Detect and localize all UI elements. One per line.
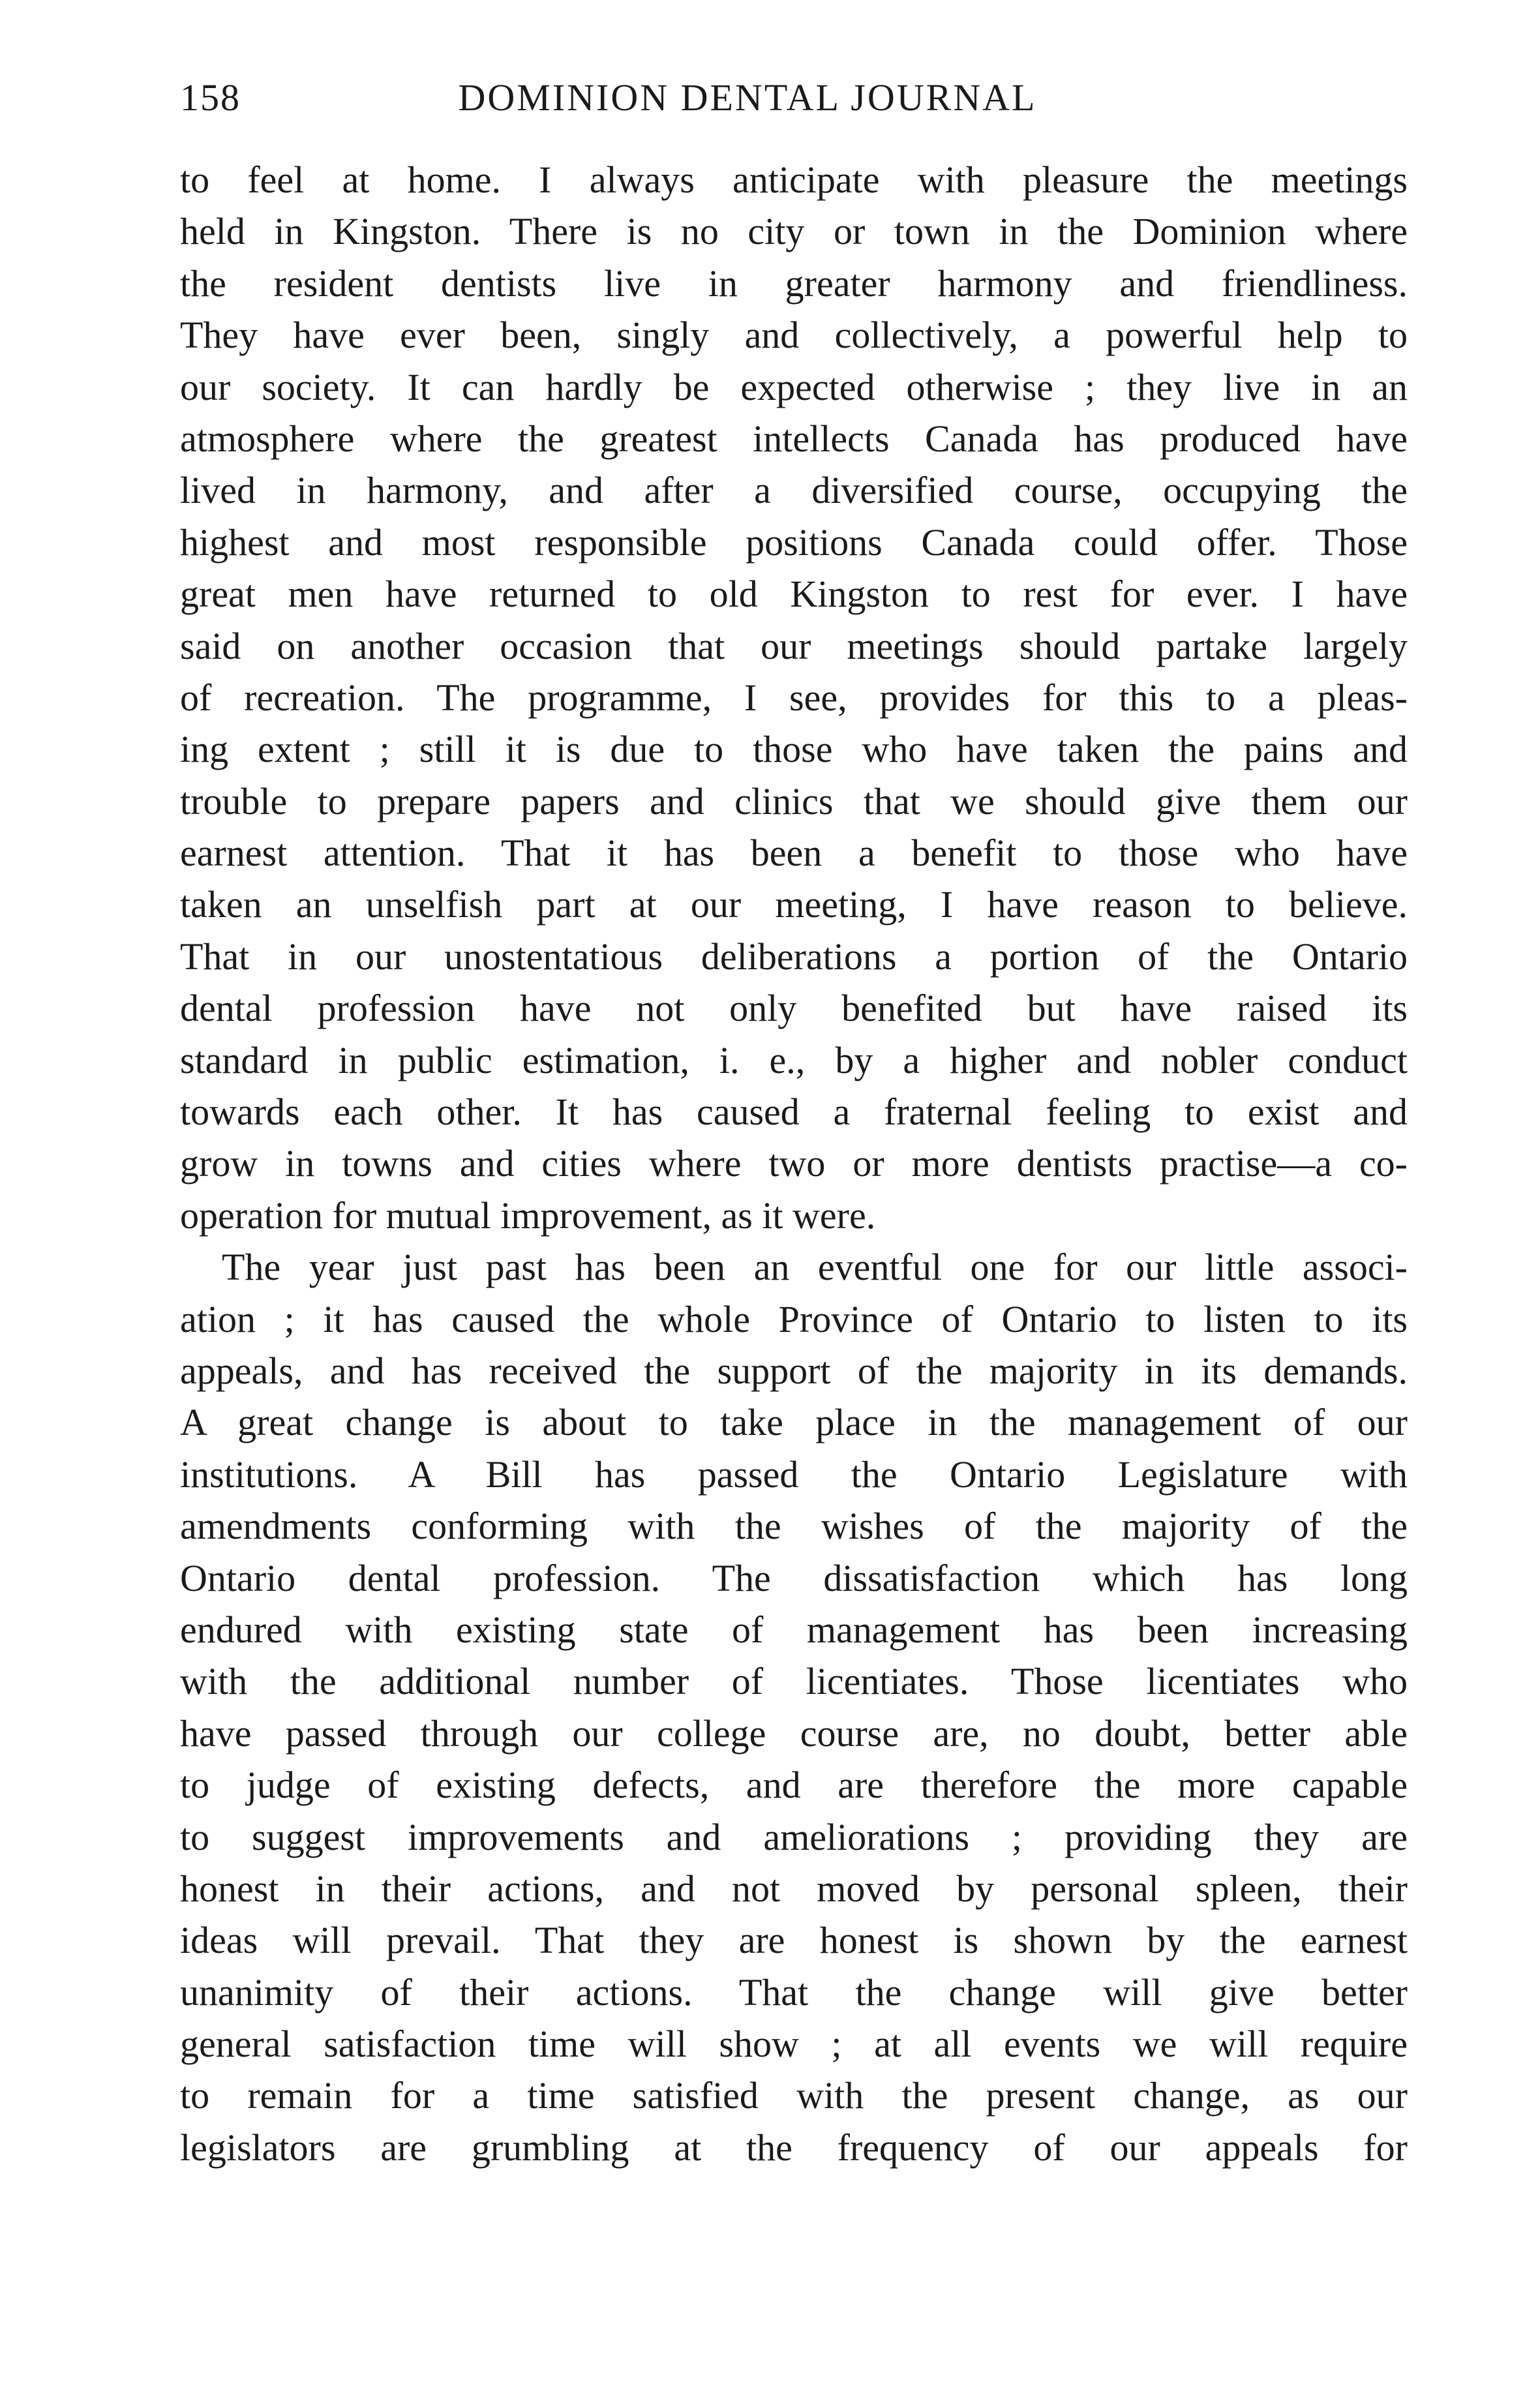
page-number: 158 xyxy=(180,76,241,119)
text-line: the resident dentists live in greater harmony and friendliness. xyxy=(180,262,1408,305)
text-line: Ontario dental profession. The dissatisfaction which has long xyxy=(180,1556,1408,1599)
text-line: to suggest improvements and ameliorations ; providing they are xyxy=(180,1815,1408,1858)
text-line: of recreation. The programme, I see, provides for this to a pleas- xyxy=(180,676,1408,719)
text-line: A great change is about to take place in the management of our xyxy=(180,1401,1408,1444)
text-line: have passed through our college course are, no doubt, better able xyxy=(180,1712,1408,1755)
text-line: standard in public estimation, i. e., by a higher and nobler conduct xyxy=(180,1038,1408,1081)
text-line: honest in their actions, and not moved by personal spleen, their xyxy=(180,1867,1408,1910)
text-line: dental profession have not only benefited but have raised its xyxy=(180,987,1408,1030)
text-line: taken an unselfish part at our meeting, I have reason to believe. xyxy=(180,883,1408,926)
text-line: legislators are grumbling at the frequency of our appeals for xyxy=(180,2126,1408,2169)
text-line: highest and most responsible positions Canada could offer. Those xyxy=(180,521,1408,564)
paragraph-2 xyxy=(180,1241,1408,2173)
text-line: general satisfaction time will show ; at all events we will require xyxy=(180,2023,1408,2066)
paragraph-1 xyxy=(180,154,1408,1241)
text-line: unanimity of their actions. That the change will give better xyxy=(180,1970,1408,2014)
text-line: held in Kingston. There is no city or town in the Dominion where xyxy=(180,210,1408,253)
text-line: ation ; it has caused the whole Province of Ontario to listen to its xyxy=(180,1297,1408,1340)
text-line: appeals, and has received the support of the majority in its demands. xyxy=(180,1349,1408,1392)
text-line: atmosphere where the greatest intellects Canada has produced have xyxy=(180,417,1408,460)
text-line: That in our unostentatious deliberations a portion of the Ontario xyxy=(180,935,1408,978)
text-line: said on another occasion that our meetings should partake largely xyxy=(180,624,1408,667)
text-line: The year just past has been an eventful one for our little associ- xyxy=(222,1246,1408,1289)
text-line: to feel at home. I always anticipate with pleasure the meetings xyxy=(180,158,1408,201)
body-text xyxy=(180,154,1408,2173)
text-line: ideas will prevail. That they are honest is shown by the earnest xyxy=(180,1919,1408,1962)
text-line: lived in harmony, and after a diversified course, occupying the xyxy=(180,469,1408,512)
text-line: trouble to prepare papers and clinics that we should give them our xyxy=(180,779,1408,822)
text-line: to judge of existing defects, and are therefore the more capable xyxy=(180,1764,1408,1807)
text-line: grow in towns and cities where two or more dentists practise—a co- xyxy=(180,1142,1408,1185)
text-line: great men have returned to old Kingston to rest for ever. I have xyxy=(180,573,1408,616)
text-line: towards each other. It has caused a fraternal feeling to exist and xyxy=(180,1091,1408,1134)
text-line: operation for mutual improvement, as it were. xyxy=(180,1194,876,1237)
text-line: endured with existing state of management has been increasing xyxy=(180,1608,1408,1651)
text-line: amendments conforming with the wishes of the majority of the xyxy=(180,1505,1408,1548)
text-line: with the additional number of licentiates. Those licentiates who xyxy=(180,1660,1408,1703)
text-line: institutions. A Bill has passed the Ontario Legislature with xyxy=(180,1453,1408,1496)
journal-title: DOMINION DENTAL JOURNAL xyxy=(458,76,1037,119)
running-head xyxy=(180,70,1406,129)
text-line: They have ever been, singly and collectively, a powerful help to xyxy=(180,314,1408,357)
text-line: our society. It can hardly be expected otherwise ; they live in an xyxy=(180,365,1408,408)
text-line: ing extent ; still it is due to those who have taken the pains and xyxy=(180,728,1408,771)
text-line: earnest attention. That it has been a benefit to those who have xyxy=(180,832,1408,875)
text-line: to remain for a time satisfied with the present change, as our xyxy=(180,2074,1408,2117)
